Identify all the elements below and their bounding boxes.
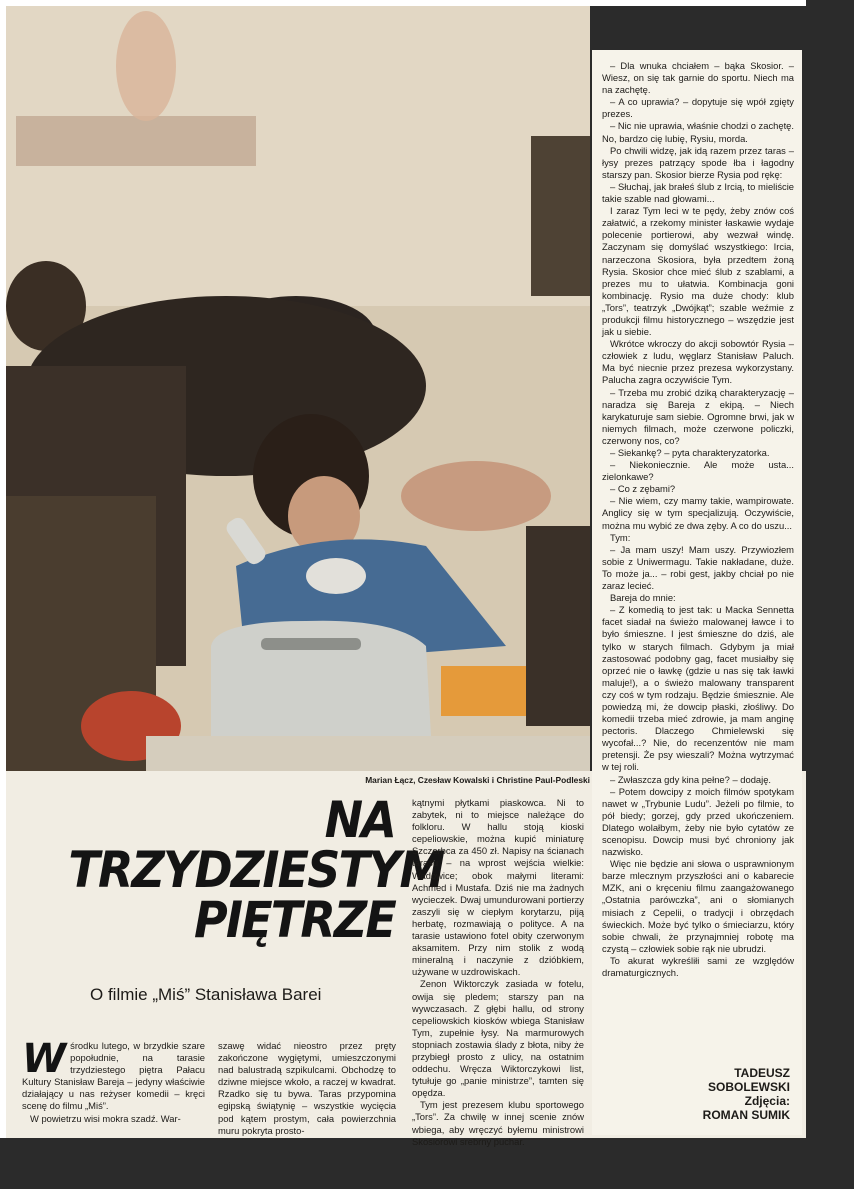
text-column-1 xyxy=(22,1036,205,1125)
photographer-name: ROMAN SUMIK xyxy=(702,1108,790,1122)
paragraph: – Dla wnuka chciałem – bąka Skosior. – Wiesz, on się tak garnie do sportu. Niech ma na zachętę. xyxy=(602,60,794,96)
page-edge-right xyxy=(806,0,854,1189)
author-first-name: TADEUSZ xyxy=(734,1066,790,1080)
article-subtitle: O filmie „Miś” Stanisława Barei xyxy=(90,985,322,1004)
paragraph: – Nic nie uprawia, właśnie chodzi o zachętę. No, bardzo cię lubię, Rysiu, morda. xyxy=(602,120,794,144)
paragraph: – Zwłaszcza gdy kina pełne? – dodaję. xyxy=(610,773,772,785)
title-line-1: NA xyxy=(324,791,395,849)
paragraph: – Niekoniecznie. Ale może usta... zielonkawe? xyxy=(602,459,794,483)
paragraph: – Nie wiem, czy mamy takie, wampirowate. Anglicy się w tym specjalizują. Oczywiście, można mu wybić ze dwa zęby. A co do uszu... xyxy=(602,495,794,531)
paragraph: Po chwili widzę, jak idą razem przez taras – łysy prezes patrzący spode łba i łagodny starszy pan. Skosior bierze Rysia pod rękę: xyxy=(602,144,794,180)
title-line-2: TRZYDZIESTYM xyxy=(68,841,444,899)
text-column-3 xyxy=(412,797,584,1148)
text-column-2 xyxy=(218,1040,396,1137)
drop-cap: W xyxy=(22,1036,67,1082)
paragraph: szawę widać nieostro przez pręty zakończone wygiętymi, umieszczonymi nad balustradą szpikulcami. Obchodzę to dziwne miejsce wkoło, a raczej w kwadrat. Rzadko się tu bywa. Taras przypomina egipską świątynię – wszystkie wycięcia pod kątem prostym, cała powierzchnia muru pokryta prosto- xyxy=(218,1040,396,1136)
paragraph: To akurat wykreśliłi sami ze względów dramaturgicznych. xyxy=(602,954,794,979)
article-title xyxy=(68,791,444,949)
paragraph: Wkrótce wkroczy do akcji sobowtór Rysia – człowiek z ludu, węglarz Stanisław Paluch. Ma być niecnie przez prezesa wykorzystany. Palucha zagra oczywiście Tym. xyxy=(602,338,794,386)
paragraph: – A co uprawia? – dopytuje się wpół zgięty prezes. xyxy=(602,96,794,120)
author-last-name: SOBOLEWSKI xyxy=(707,1080,790,1094)
paragraph: – Co z zębami? xyxy=(610,483,676,495)
paragraph: Więc nie będzie ani słowa o usprawnionym barze mlecznym przyszłości ani o kabarecie MZK, ani o kręceniu filmu zaangażowanego „Ostatnia parówczka”, ani o słomianych misiach z Cepelii, o tradycji i obrzędach świeckich. Może być tylko o śmieciarzu, który sobie chwali, że przynajmniej robotę ma czystą – człowiek sobie rąk nie ubrudzi. xyxy=(602,858,794,954)
paragraph: Zenon Wiktorczyk zasiada w fotelu, owija się pledem; starszy pan na wywczasach. Z głębi hallu, od strony cepeliowskich kiosków wbiega Stanisław Tym, zupełnie łysy. Na marmurowych stopniach zostawia ślady z błota, niby że przybiegł prosto z ulicy, na ostatnim oddechu. Wręcza Wiktorczykowi list, tytułuje go „panie ministrze”, tamten się opędza. xyxy=(412,978,584,1099)
photo-caption: Marian Łącz, Czesław Kowalski i Christine Paul-Podleski xyxy=(365,775,590,785)
paragraph: – Słuchaj, jak brałeś ślub z Ircią, to mieliście takie szable nad głowami... xyxy=(602,180,794,205)
text-column-4 xyxy=(592,50,802,1135)
paragraph: – Potem dowcipy z moich filmów spotykam nawet w „Trybunie Ludu”. Jeżeli po filmie, to pół biedy; gorzej, gdy przed ukończeniem. Dlatego wolałbym, żeby nie było cytatów ze scenopisu. Dowcip musi być chroniony jak nazwisko. xyxy=(602,785,794,858)
paragraph: W powietrzu wisi mokra szadź. War- xyxy=(30,1112,181,1124)
paragraph: Tym: xyxy=(610,531,631,543)
article-credits xyxy=(690,1066,790,1122)
paragraph: I zaraz Tym leci w te pędy, żeby znów coś załatwić, a rzekomy minister łaskawie wydaje polecenie portierowi, aby wezwał windę. Zaczynam się domyślać wszystkiego: Ircia, narzeczona Skosiora, była przedtem żoną Rysia. Skosior chce mieć ślub z szablami, a prezes mu to ułatwia. Kombinacja goni kombinację. Rysio ma duże chody: klub „Tors”, teatrzyk „Dwójkąt”; szable weźmie z produkcji filmu historycznego – wszędzie jest jak u siebie. xyxy=(602,205,794,338)
title-line-3: PIĘTRZE xyxy=(194,891,395,949)
film-still-photo xyxy=(6,6,590,771)
paragraph: – Siekankę? – pyta charakteryzatorka. xyxy=(610,447,770,458)
paragraph: – Z komedią to jest tak: u Macka Sennetta facet siadał na świeżo malowanej ławce i to było śmieszne. I jest śmieszne do dziś, ale tylko w starych filmach. Gdybym ja miał zastosować podobny gag, facet musiałby się oprzeć nie o ławkę (gdzie u nas się tak ławki maluje!), a o świeżo malowany transparent czy coś w tym rodzaju. Będzie śmiesznie. Ale powiedzą mi, że dowcip płaski, złośliwy. Do komedii trzeba mieć zdrowie, ja mam anginę pectoris. Dlaczego Chmielewski się wycofał...? Nie, do recenzentów nie mam pretensji. Że psy wieszali? Można wytrzymać w tej roli. xyxy=(602,604,794,773)
paragraph: kątnymi płytkami piaskowca. Ni to zabytek, ni to miejsce należące do folkloru. W hallu stoją kioski cepeliowskie, można kupić miniaturę Szczerbca za 450 zł. Napisy na ścianach tarasu – na wprost wejścia wielkie: Wadowice; obok małymi literami: Achmed i Mustafa. Dziś nie ma żadnych wycieczek. Dwaj umundurowani portierzy zaszyli się w ciepłym korytarzu, piją herbatę, rozmawiają o polityce. A na tarasie ustawiono fotel obity czerwonym aksamitem. Przy nim stolik z wodą mineralną i naczynie z dzióbkiem, używane w uzdrowiskach. xyxy=(412,797,584,978)
paragraph: – Trzeba mu zrobić dziką charakteryzację – naradza się Bareja z ekipą. – Niech karykaturuje sam siebie. Ogromne brwi, jak w niemych filmach, może czerwone policzki, czerwony nos, co? xyxy=(602,386,794,446)
paragraph: Tym jest prezesem klubu sportowego „Tors”. Za chwilę w innej scenie znów wbiega, aby wręczyć byłemu ministrowi Skosiorowi srebrny puchar. xyxy=(412,1099,584,1147)
paragraph: – Ja mam uszy! Mam uszy. Przywiozłem sobie z Uniwermagu. Takie nakładane, duże. To może ja... – robi gest, jakby chciał po nie zaraz lecieć. xyxy=(602,543,794,592)
photo-illustration xyxy=(6,6,590,771)
photos-label: Zdjęcia: xyxy=(744,1094,790,1108)
paragraph: Bareja do mnie: xyxy=(610,592,676,604)
paragraph: środku lutego, w brzydkie szare popołudnie, na tarasie trzydziestego piętra Pałacu Kultury Stanisław Bareja – jedyny właściwie działający u nas reżyser komedii – kręci scenę do filmu „Miś”. xyxy=(22,1040,205,1112)
